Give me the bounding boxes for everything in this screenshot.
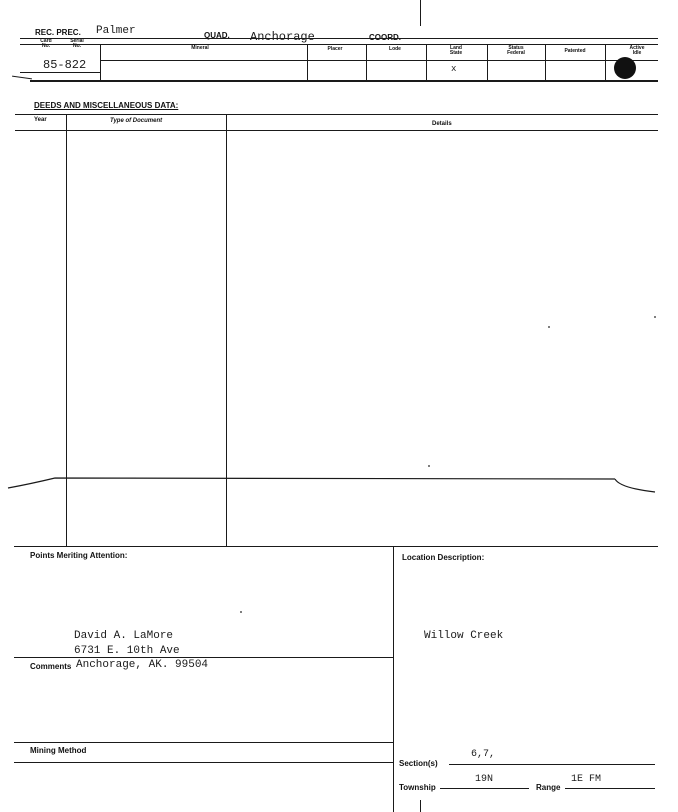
deeds-top-rule (15, 114, 658, 115)
sections-underline (449, 764, 655, 765)
deeds-title: DEEDS AND MISCELLANEOUS DATA: (34, 101, 179, 110)
speck (240, 611, 242, 613)
speck (548, 326, 550, 328)
col-divider-4 (426, 44, 427, 80)
comments-rule (14, 657, 393, 658)
deeds-col-year: Year (34, 117, 47, 123)
bottom-top-rule (14, 546, 658, 547)
points-line-2: 6731 E. 10th Ave (74, 645, 180, 657)
header-mid-rule (100, 60, 658, 61)
mining-bottom-rule (14, 762, 393, 763)
sections-value: 6,7, (471, 749, 496, 760)
card-no-underline (20, 72, 100, 73)
coord-label: COORD. (369, 33, 401, 42)
sections-label: Section(s) (399, 759, 438, 768)
rec-prec-value: Palmer (96, 25, 136, 37)
township-label: Township (399, 783, 436, 792)
header-stray-mark (12, 76, 32, 80)
quad-label: QUAD. (204, 31, 230, 40)
deeds-col-type: Type of Document (110, 118, 163, 124)
township-underline (440, 788, 529, 789)
card-no-value: 85-822 (43, 58, 87, 72)
land-state-mark: x (451, 64, 457, 74)
col-divider-7 (605, 44, 606, 80)
punch-hole (614, 57, 636, 79)
top-edge-line (420, 0, 421, 26)
rec-prec-label: REC. PREC. (35, 28, 81, 37)
header-bottom-rule (30, 80, 658, 82)
col-mineral: Mineral (191, 45, 209, 51)
col-divider-1 (100, 44, 101, 80)
points-line-1: David A. LaMore (74, 630, 174, 642)
col-placer: Placer (327, 46, 343, 52)
col-serial-no: Serial No. (70, 38, 84, 49)
col-divider-5 (487, 44, 488, 80)
mining-method-label: Mining Method (30, 746, 87, 755)
bottom-edge-line (420, 800, 421, 812)
col-divider-6 (545, 44, 546, 80)
header-col-rule (20, 44, 658, 45)
points-label: Points Meriting Attention: (30, 551, 128, 560)
location-value: Willow Creek (424, 630, 504, 642)
range-value: 1E FM (571, 774, 602, 785)
deeds-col-details: Details (432, 121, 452, 127)
deeds-header-rule (15, 130, 658, 131)
col-divider-2 (307, 44, 308, 80)
col-patented: Patented (564, 48, 586, 54)
col-active-idle: Active Idle (629, 45, 645, 56)
range-label: Range (536, 783, 561, 792)
header-top-rule (20, 38, 658, 39)
col-status-federal: Status Federal (507, 45, 525, 56)
range-underline (565, 788, 655, 789)
comments-value: Anchorage, AK. 99504 (76, 659, 209, 671)
speck (428, 465, 430, 467)
fold-line (0, 470, 678, 500)
mining-rule (14, 742, 393, 743)
speck (654, 316, 656, 318)
bottom-middle-divider (393, 546, 394, 812)
col-lode: Lode (389, 46, 401, 52)
col-card-no: Card No. (40, 38, 52, 49)
quad-value: Anchorage (250, 30, 315, 44)
comments-label: Comments (30, 662, 72, 671)
col-divider-3 (366, 44, 367, 80)
township-value: 19N (475, 774, 494, 785)
col-land-state: Land State (449, 45, 463, 56)
location-label: Location Description: (402, 553, 485, 562)
